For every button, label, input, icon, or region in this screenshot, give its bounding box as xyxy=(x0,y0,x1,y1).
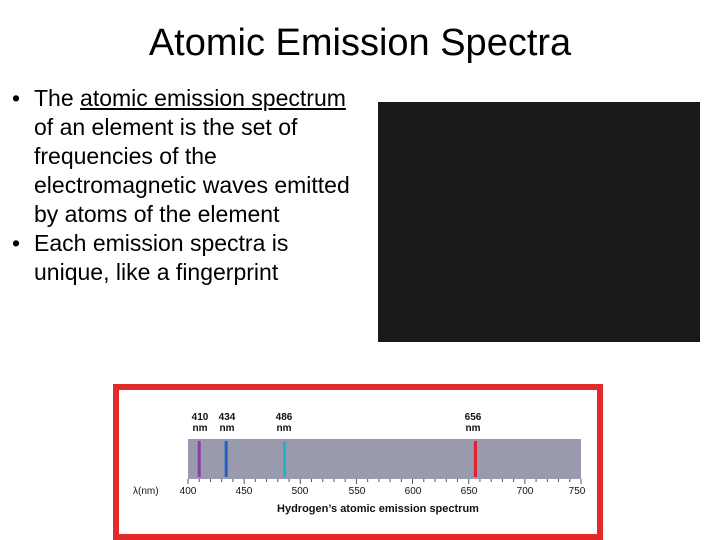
bullet-dot-icon: • xyxy=(11,85,21,111)
line-label-486-value: 486 xyxy=(275,412,293,423)
bullet-item-fingerprint xyxy=(6,229,366,287)
bullet-term: atomic emission spectrum xyxy=(80,85,346,111)
bullet-prefix: The xyxy=(34,85,81,111)
line-label-410-unit: nm xyxy=(192,423,208,434)
line-label-656-unit: nm xyxy=(465,423,481,434)
line-label-434-value: 434 xyxy=(218,412,236,423)
bullet-item-definition xyxy=(6,84,366,229)
tick-label-550: 550 xyxy=(348,486,366,497)
figure-caption: Hydrogen’s atomic emission spectrum xyxy=(277,503,479,515)
spectrum-photo-placeholder xyxy=(378,102,700,342)
bullet-list xyxy=(6,84,366,287)
tick-label-500: 500 xyxy=(291,486,309,497)
emission-line-486 xyxy=(283,441,286,477)
tick-label-650: 650 xyxy=(460,486,478,497)
bullet-definition-text: of an element is the set of frequencies of the electromagnetic waves emitted by atoms of the element xyxy=(34,114,350,227)
spectrum-band xyxy=(188,439,581,479)
line-label-656-value: 656 xyxy=(464,412,482,423)
tick-label-750: 750 xyxy=(568,486,586,497)
slide-title: Atomic Emission Spectra xyxy=(148,22,572,64)
spectrum-svg xyxy=(113,384,603,540)
tick-label-700: 700 xyxy=(516,486,534,497)
bullet-dot-icon: • xyxy=(11,230,21,256)
emission-line-410 xyxy=(198,441,201,477)
emission-line-434 xyxy=(225,441,228,477)
tick-label-400: 400 xyxy=(179,486,197,497)
line-label-434-unit: nm xyxy=(219,423,235,434)
line-label-486-unit: nm xyxy=(276,423,292,434)
axis-label: λ(nm) xyxy=(133,486,159,497)
tick-label-600: 600 xyxy=(404,486,422,497)
hydrogen-spectrum-figure xyxy=(113,384,603,540)
line-label-410-value: 410 xyxy=(191,412,209,423)
tick-label-450: 450 xyxy=(235,486,253,497)
bullet-fingerprint-text: Each emission spectra is unique, like a fingerprint xyxy=(34,230,289,285)
emission-line-656 xyxy=(474,441,477,477)
